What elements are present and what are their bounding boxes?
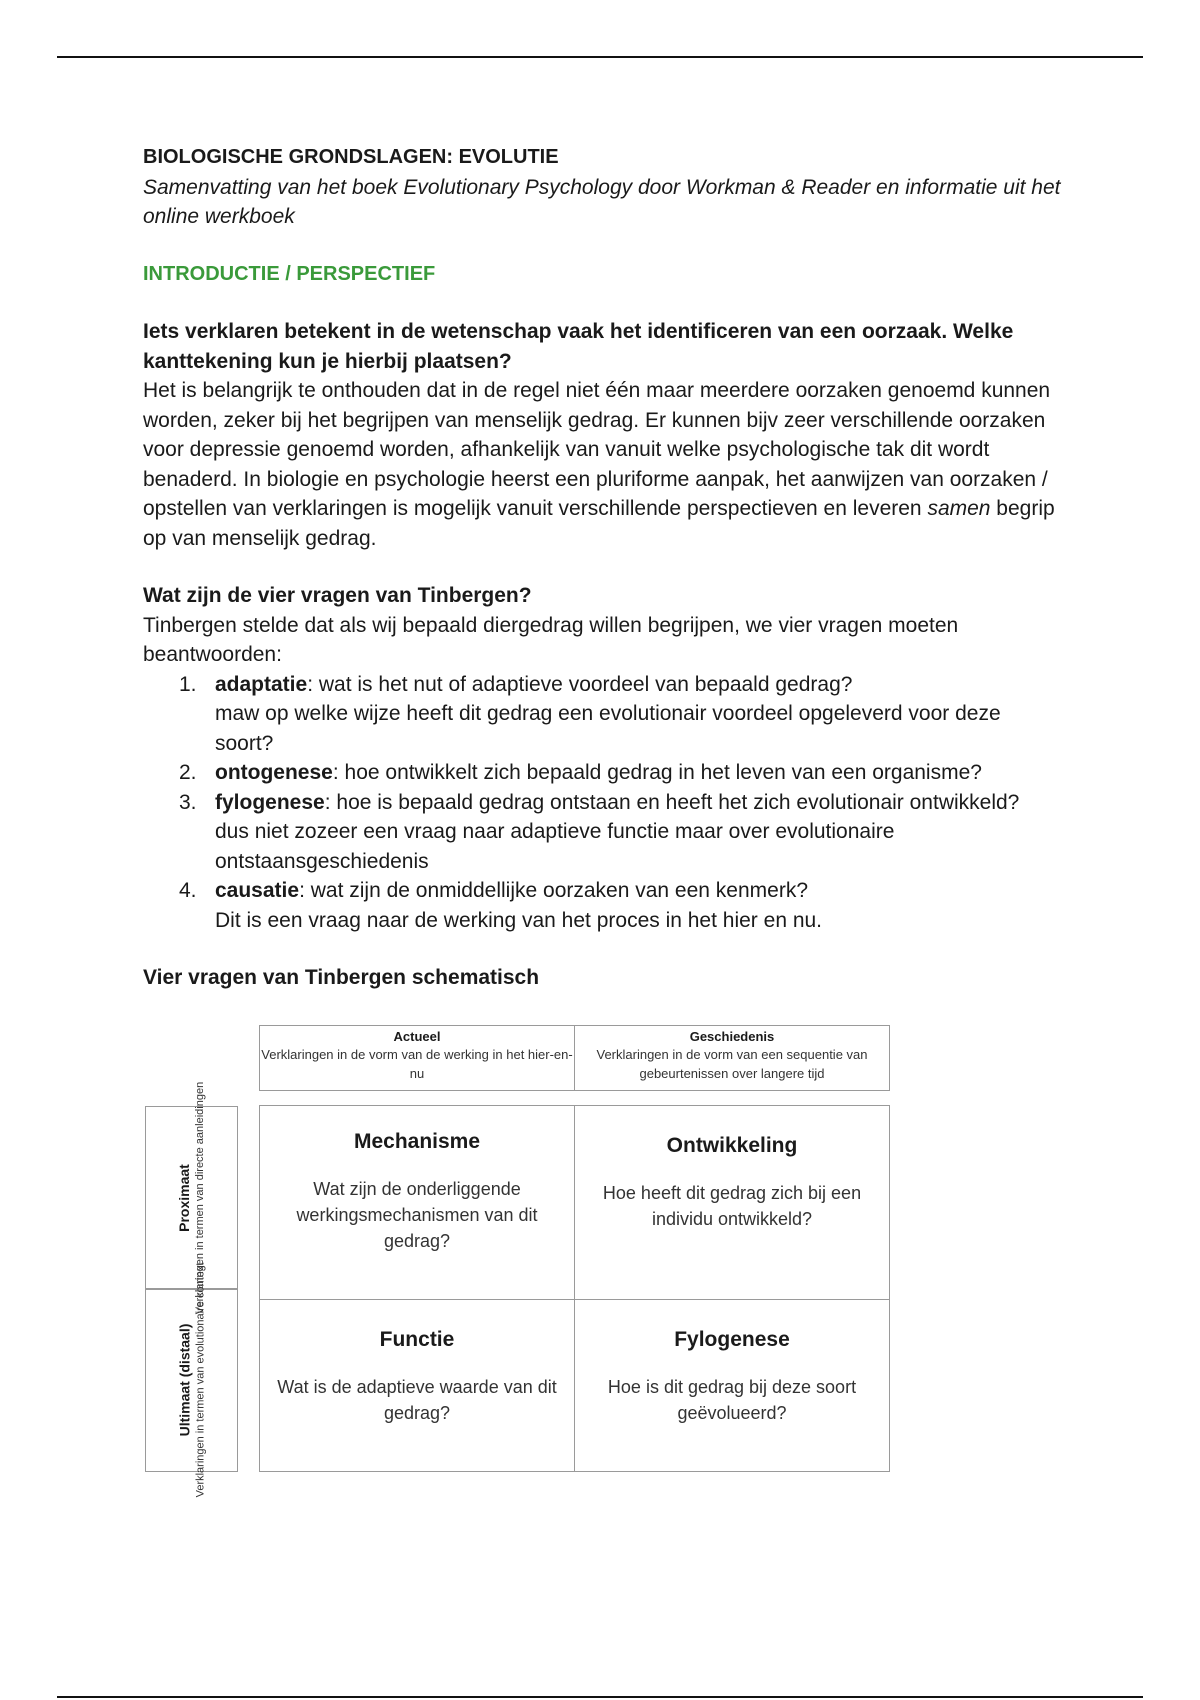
list-number: 4. xyxy=(179,879,197,902)
row-header-ultimaat xyxy=(145,1262,238,1498)
top-rule xyxy=(57,56,1143,58)
list-item xyxy=(143,758,1063,788)
tinbergen-list xyxy=(143,670,1063,936)
list-term: adaptatie xyxy=(215,672,308,696)
list-note: dus niet zozeer een vraag naar adaptieve functie maar over evolutionaire ontstaansgeschiedenis xyxy=(215,820,895,873)
list-item xyxy=(143,876,1063,935)
cell-mechanisme xyxy=(259,1105,575,1300)
question-1: Iets verklaren betekent in de wetenschap vaak het identificeren van een oorzaak. Welke kanttekening kun je hierbij plaatsen? xyxy=(143,320,1014,373)
list-number: 2. xyxy=(179,761,197,784)
column-header-sub: Verklaringen in de vorm van een sequentie van gebeurtenissen over langere tijd xyxy=(596,1047,868,1081)
answer-1-text: Het is belangrijk te onthouden dat in de regel niet één maar meerdere oorzaken genoemd kunnen worden, zeker bij het begrijpen van menselijk gedrag. Er kunnen bijv zeer verschillende oorzaken voor depressie genoemd worden, afhankelijk van vanuit welke psychologische tak dit wordt benaderd. In biologie en psychologie heerst een pluriforme aanpak, het aanwijzen van oorzaken / opstellen van verklaringen is mogelijk vanuit verschillende perspectieven en leveren xyxy=(143,379,1051,520)
list-term: causatie xyxy=(215,879,300,902)
list-item xyxy=(143,670,1063,759)
cell-question: Wat zijn de onderliggende werkingsmechanismen van dit gedrag? xyxy=(296,1179,538,1251)
question-2: Wat zijn de vier vragen van Tinbergen? xyxy=(143,584,532,607)
list-term: ontogenese xyxy=(215,761,333,784)
cell-ontwikkeling xyxy=(574,1105,890,1300)
row-header-title: Ultimaat (distaal) xyxy=(176,1323,193,1437)
list-number: 1. xyxy=(179,672,197,696)
list-item xyxy=(143,788,1063,877)
document-subtitle: Samenvatting van het boek Evolutionary Psychology door Workman & Reader en informatie uit het online werkboek xyxy=(143,175,1061,228)
bottom-rule xyxy=(57,1696,1143,1698)
cell-functie xyxy=(259,1299,575,1472)
list-text: : wat is het nut of adaptieve voordeel van bepaald gedrag? xyxy=(307,672,853,696)
section-heading: INTRODUCTIE / PERSPECTIEF xyxy=(143,262,436,285)
cell-title: Ontwikkeling xyxy=(666,1134,798,1157)
row-header-sub: Verklaringen in termen van evolutionaire context xyxy=(194,1262,207,1498)
list-text: : hoe is bepaald gedrag ontstaan en heeft het zich evolutionair ontwikkeld? xyxy=(324,790,1020,814)
cell-title: Functie xyxy=(379,1328,455,1351)
list-note: Dit is een vraag naar de werking van het proces in het hier en nu. xyxy=(215,908,823,932)
cell-question: Hoe heeft dit gedrag zich bij een individu ontwikkeld? xyxy=(602,1183,862,1229)
column-header-actueel xyxy=(259,1025,575,1091)
cell-question: Hoe is dit gedrag bij deze soort geëvolueerd? xyxy=(607,1377,857,1423)
row-header-title: Proximaat xyxy=(176,1164,193,1232)
column-header-title: Geschiedenis xyxy=(689,1029,775,1044)
page-content xyxy=(143,143,1063,993)
cell-question: Wat is de adaptieve waarde van dit gedrag? xyxy=(277,1377,557,1423)
answer-1 xyxy=(143,376,1063,553)
column-header-geschiedenis xyxy=(574,1025,890,1091)
cell-title: Mechanisme xyxy=(353,1130,481,1153)
list-note: maw op welke wijze heeft dit gedrag een evolutionair voordeel opgeleverd voor deze soort? xyxy=(215,702,1001,755)
cell-fylogenese xyxy=(574,1299,890,1472)
row-header-sub: Verklaringen in termen van directe aanleidingen xyxy=(194,1081,207,1315)
document-title: BIOLOGISCHE GRONDSLAGEN: EVOLUTIE xyxy=(143,146,559,168)
list-text: : hoe ontwikkelt zich bepaald gedrag in het leven van een organisme? xyxy=(332,761,982,784)
answer-1-text-end: begrip op van menselijk gedrag. xyxy=(143,497,1055,550)
answer-2-intro: Tinbergen stelde dat als wij bepaald diergedrag willen begrijpen, we vier vragen moeten beantwoorden: xyxy=(143,613,959,666)
list-term: fylogenese xyxy=(215,790,325,814)
column-header-sub: Verklaringen in de vorm van de werking in het hier-en-nu xyxy=(261,1047,573,1081)
schema-heading: Vier vragen van Tinbergen schematisch xyxy=(143,966,540,989)
cell-title: Fylogenese xyxy=(674,1328,790,1351)
answer-1-emphasis: samen xyxy=(927,497,991,520)
row-header-label xyxy=(176,1263,208,1498)
list-text: : wat zijn de onmiddellijke oorzaken van een kenmerk? xyxy=(299,879,809,902)
list-number: 3. xyxy=(179,790,197,814)
column-header-title: Actueel xyxy=(393,1029,441,1044)
